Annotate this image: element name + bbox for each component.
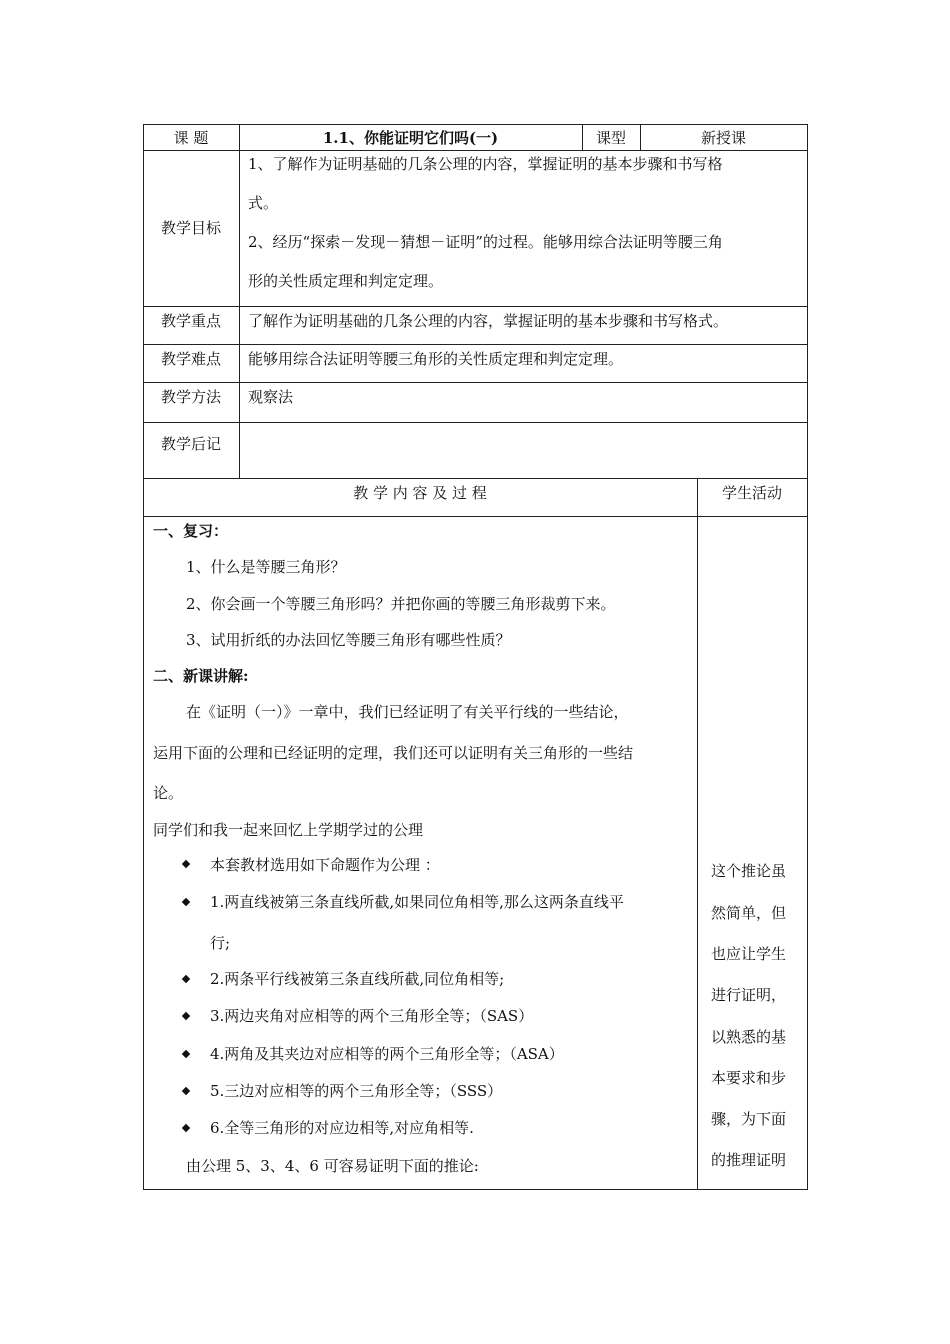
bullet-item: 3.两边夹角对应相等的两个三角形全等；（SAS）	[210, 1007, 534, 1025]
review-heading: 一、复习：	[153, 522, 229, 540]
bullet-item: 4.两角及其夹边对应相等的两个三角形全等；（ASA）	[210, 1045, 564, 1063]
bullet-icon	[182, 1050, 190, 1058]
activity-line: 骤，为下面	[711, 1110, 787, 1128]
postscript-label: 教学后记	[160, 435, 221, 453]
lesson-title: 1.1、你能证明它们吗(一)	[322, 129, 499, 147]
key-point-value: 了解作为证明基础的几条公理的内容，掌握证明的基本步骤和书写格式。	[248, 312, 729, 330]
bullet-item: 5.三边对应相等的两个三角形全等；（SSS）	[210, 1082, 503, 1100]
activity-line: 本要求和步	[711, 1069, 787, 1087]
bullet-icon	[182, 1012, 190, 1020]
bullet-item: 2.两条平行线被第三条直线所截,同位角相等;	[210, 970, 505, 988]
review-item: 2、你会画一个等腰三角形吗？并把你画的等腰三角形裁剪下来。	[186, 595, 616, 613]
method-label: 教学方法	[160, 388, 221, 406]
objective-line: 形的关性质定理和判定定理。	[248, 272, 444, 290]
bullet-icon	[182, 975, 190, 983]
bullet-icon	[182, 1087, 190, 1095]
bullet-item: 6.全等三角形的对应边相等,对应角相等.	[210, 1119, 474, 1137]
paragraph-line: 论。	[153, 784, 184, 802]
key-point-label: 教学重点	[160, 312, 221, 330]
objective-line: 式。	[248, 194, 279, 212]
activity-line: 这个推论虽	[711, 862, 787, 880]
activity-line: 以熟悉的基	[711, 1028, 787, 1046]
bullet-icon	[182, 860, 190, 868]
activity-header: 学生活动	[721, 484, 782, 502]
review-item: 1、什么是等腰三角形？	[186, 558, 346, 576]
activity-line: 进行证明，	[711, 986, 787, 1004]
bullet-item-continuation: 行;	[210, 934, 231, 952]
difficulty-value: 能够用综合法证明等腰三角形的关性质定理和判定定理。	[248, 350, 624, 368]
objective-line: 1、了解作为证明基础的几条公理的内容，掌握证明的基本步骤和书写格	[248, 155, 723, 173]
title-label: 课 题	[173, 129, 209, 147]
objectives-label: 教学目标	[160, 219, 221, 237]
new-lesson-heading: 二、新课讲解:	[153, 667, 249, 685]
difficulty-label: 教学难点	[160, 350, 221, 368]
type-label: 课型	[595, 129, 626, 147]
activity-line: 然简单，但	[711, 904, 787, 922]
method-value: 观察法	[248, 388, 294, 406]
intro-line: 同学们和我一起来回忆上学期学过的公理	[153, 821, 424, 839]
bullet-item: 本套教材选用如下命题作为公理 ：	[210, 856, 440, 874]
paragraph-line: 在《证明（一）》一章中，我们已经证明了有关平行线的一些结论，	[186, 703, 629, 721]
process-header: 教 学 内 容 及 过 程	[353, 484, 487, 502]
bullet-item: 1.两直线被第三条直线所截,如果同位角相等,那么这两条直线平	[210, 893, 624, 911]
bullet-icon	[182, 1124, 190, 1132]
review-item: 3、试用折纸的办法回忆等腰三角形有哪些性质？	[186, 631, 511, 649]
activity-line: 的推理证明	[711, 1151, 787, 1169]
objective-line: 2、经历“探索－发现－猜想－证明”的过程。能够用综合法证明等腰三角	[248, 233, 723, 251]
bullet-icon	[182, 898, 190, 906]
activity-line: 也应让学生	[711, 945, 787, 963]
type-value: 新授课	[700, 129, 746, 147]
closing-line: 由公理 5、3、4、6 可容易证明下面的推论:	[186, 1157, 479, 1175]
paragraph-line: 运用下面的公理和已经证明的定理，我们还可以证明有关三角形的一些结	[153, 744, 634, 762]
